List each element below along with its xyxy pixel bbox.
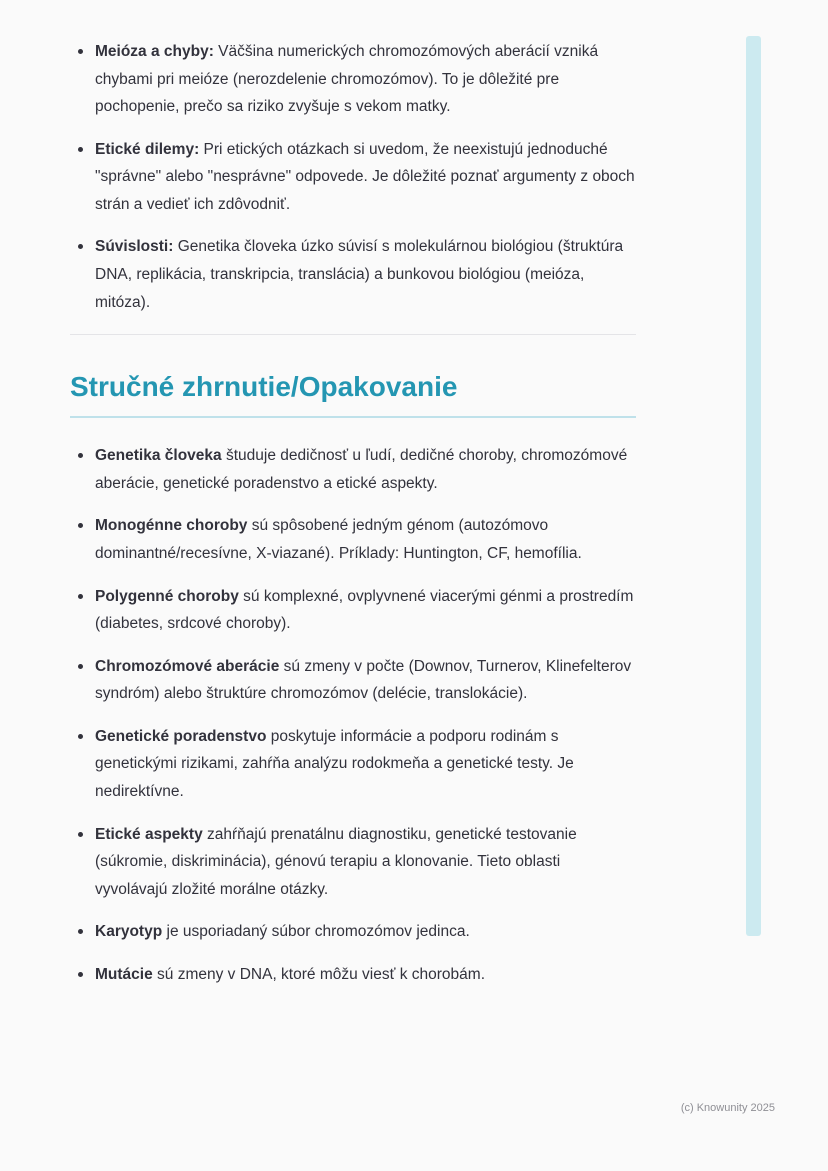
list-item-text: Genetika človeka úzko súvisí s molekulárnou biológiou (štruktúra DNA, replikácia, transkripcia, translácia) a bunkovou biológiou (meióza, mitóza). — [95, 238, 624, 311]
list-item — [70, 961, 636, 989]
bullet-icon — [78, 49, 83, 54]
bullet-icon — [78, 594, 83, 599]
list-item-term: Súvislosti: — [95, 238, 174, 256]
bullet-icon — [78, 453, 83, 458]
bullet-icon — [78, 523, 83, 528]
list-item — [70, 583, 636, 638]
list-item — [70, 512, 636, 567]
list-item-term: Karyotyp — [95, 923, 163, 941]
list-item — [70, 233, 636, 316]
section-heading: Stručné zhrnutie/Opakovanie — [70, 371, 636, 418]
bullet-icon — [78, 972, 83, 977]
list-item-text: Pri etických otázkach si uvedom, že neexistujú jednoduché "správne" alebo "nesprávne" odpovede. Je dôležité poznať argumenty z oboch strán a vedieť ich zdôvodniť. — [95, 140, 635, 213]
list-item-term: Etické dilemy: — [95, 140, 200, 158]
list-item-term: Etické aspekty — [95, 825, 203, 843]
list-item-term: Meióza a chyby: — [95, 43, 214, 60]
bullet-icon — [78, 929, 83, 934]
document-content — [70, 38, 636, 988]
list-item-text: Väčšina numerických chromozómových aberácií vzniká chybami pri meióze (nerozdelenie chromozómov). To je dôležité pre pochopenie, prečo sa riziko zvyšuje s vekom matky. — [95, 43, 599, 116]
list-item-term: Genetické poradenstvo — [95, 727, 267, 745]
list-item-text: poskytuje informácie a podporu rodinám s genetickými rizikami, zahŕňa analýzu rodokmeňa a genetické testy. Je nedirektívne. — [95, 727, 574, 800]
section-divider — [70, 334, 636, 335]
scrollbar-thumb[interactable] — [746, 36, 761, 936]
list-item — [70, 38, 636, 121]
list-item — [70, 653, 636, 708]
bullet-icon — [78, 832, 83, 837]
list-item-text: sú spôsobené jedným génom (autozómovo dominantné/recesívne, X-viazané). Príklady: Huntington, CF, hemofília. — [95, 517, 582, 562]
bullet-icon — [78, 664, 83, 669]
bullet-icon — [78, 244, 83, 249]
list-item-text: sú zmeny v DNA, ktoré môžu viesť k chorobám. — [152, 965, 485, 983]
list-item-term: Polygenné choroby — [95, 587, 239, 605]
list-item — [70, 136, 636, 219]
bullet-icon — [78, 147, 83, 152]
list-item-term: Chromozómové aberácie — [95, 657, 280, 675]
bullet-icon — [78, 734, 83, 739]
footer-copyright: (c) Knowunity 2025 — [680, 1102, 775, 1114]
list-item-text: zahŕňajú prenatálnu diagnostiku, genetické testovanie (súkromie, diskriminácia), génovú terapiu a klonovanie. Tieto oblasti vyvolávajú zložité morálne otázky. — [95, 825, 577, 898]
list-item-term: Mutácie — [95, 965, 153, 983]
list-item — [70, 918, 636, 946]
list-item-term: Genetika človeka — [95, 447, 222, 465]
list-item-text: sú zmeny v počte (Downov, Turnerov, Klinefelterov syndróm) alebo štruktúre chromozómov (delécie, translokácie). — [95, 657, 632, 703]
list-item-term: Monogénne choroby — [95, 517, 248, 535]
list-item-text: študuje dedičnosť u ľudí, dedičné choroby, chromozómové aberácie, genetické poradenstvo a etické aspekty. — [95, 447, 628, 492]
list-item — [70, 442, 636, 497]
summary-bullet-list — [70, 442, 636, 988]
list-item-text: sú komplexné, ovplyvnené viacerými génmi a prostredím (diabetes, srdcové choroby). — [95, 587, 634, 633]
list-item — [70, 821, 636, 904]
list-item-text: je usporiadaný súbor chromozómov jedinca. — [162, 923, 470, 941]
intro-bullet-list — [70, 38, 636, 316]
list-item — [70, 723, 636, 806]
